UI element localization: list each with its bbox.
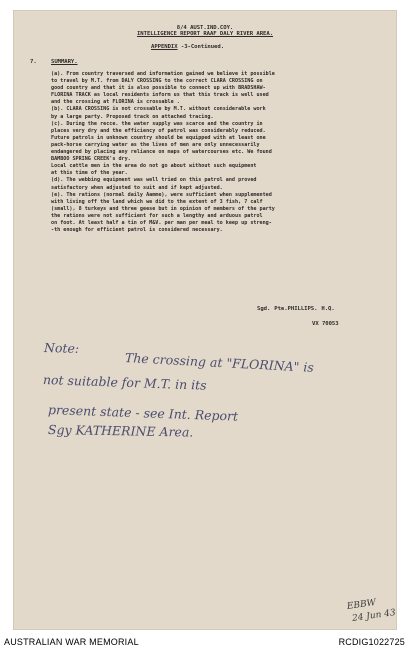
summary-line: -th enough for efficient patrol is considered necessary. bbox=[51, 227, 223, 234]
summary-line: pack-horse carrying water as the lives of men are only unnecessarily bbox=[51, 141, 260, 148]
section-title: SUMMARY. bbox=[51, 59, 78, 65]
signature-name: Pte.PHILLIPS. bbox=[274, 306, 318, 312]
document-page bbox=[13, 10, 397, 630]
summary-line: Local cattle men in the area do not go about without such equipment bbox=[51, 163, 257, 170]
summary-line: (e). The rations (normal daily Aamme), were sufficient when supplemented bbox=[51, 191, 272, 198]
handwritten-note-line-1: Note: bbox=[43, 340, 80, 356]
pencil-date: 24 Jun 43 bbox=[351, 607, 397, 625]
footer-institution: AUSTRALIAN WAR MEMORIAL bbox=[4, 637, 139, 647]
summary-line: by a large party. Proposed track on attached tracing. bbox=[51, 113, 214, 120]
summary-line: and the crossing at FLORINA is crossable . bbox=[51, 99, 180, 106]
summary-line: with living off the land which we did to the extent of 3 fish, 7 calf bbox=[51, 198, 263, 205]
summary-line: (a). From country traversed and information gained we believe it possible bbox=[51, 71, 275, 77]
summary-line: endangered by placing any reliance on maps of watercourses etc. We found bbox=[51, 149, 272, 156]
appendix-suffix: -3-Continued. bbox=[180, 44, 225, 50]
appendix-label: APPENDIX bbox=[151, 44, 178, 50]
handwritten-note-line-2: The crossing at "FLORINA" is bbox=[124, 350, 315, 375]
summary-line: (small), 8 turkeys and three geese but in opinion of members of the party bbox=[51, 205, 275, 212]
pencil-initials: EBBW bbox=[346, 598, 377, 612]
signature-line bbox=[257, 306, 335, 312]
signature-prefix: Sgd. bbox=[257, 306, 271, 312]
summary-line: (c). During the recce. the water supply was scarce and the country in bbox=[51, 120, 263, 127]
service-number: VX 70053 bbox=[312, 321, 339, 327]
footer-record-id: RCDIG1022725 bbox=[338, 637, 405, 647]
summary-line: the rations were not sufficient for such a lengthy and arduous patrol bbox=[51, 212, 263, 219]
summary-line: FLORINA TRACK as local residents inform us that this track is well used bbox=[51, 92, 269, 99]
handwritten-note-line-4-text: present state - see Int. Report bbox=[47, 402, 239, 424]
summary-line: satisfactory when adjusted to suit and if kept adjusted. bbox=[51, 184, 223, 191]
summary-line: (d). The webbing equipment was well tried on this patrol and proved bbox=[51, 177, 257, 184]
summary-line: BAMBOO SPRING CREEK's dry. bbox=[51, 156, 131, 163]
summary-line: (b). CLARA CROSSING is not crossable by M.T. without considerable work bbox=[51, 106, 266, 113]
handwritten-note-line-5: Sgy KATHERINE Area. bbox=[47, 422, 194, 440]
handwritten-note-line-4 bbox=[48, 402, 239, 424]
summary-line: places very dry and the efficiency of patrol was considerably reduced. bbox=[51, 127, 266, 134]
summary-line: at this time of the year. bbox=[51, 170, 128, 177]
summary-line: on foot. At least half a tin of M&V. per man per meal to keep up streng- bbox=[51, 219, 272, 226]
section-number: 7. bbox=[30, 59, 37, 65]
appendix-heading bbox=[151, 44, 224, 50]
handwritten-note-line-3: not suitable for M.T. in its bbox=[42, 372, 207, 393]
summary-line: good country and that it is also possible to connect up with BRADSHAW- bbox=[51, 85, 266, 92]
summary-body bbox=[51, 71, 275, 234]
summary-line: to travel by M.T. from DALY CROSSING to the correct CLARA CROSSING on bbox=[51, 78, 263, 85]
summary-line: Future patrols in unknown country should be equipped with at least one bbox=[51, 134, 266, 141]
signature-rank: H.Q. bbox=[321, 306, 335, 312]
report-header-unit: 8/4 AUST.IND.COY. bbox=[176, 25, 234, 31]
report-header-title: INTELLIGENCE REPORT RAAF DALY RIVER AREA. bbox=[136, 31, 274, 37]
